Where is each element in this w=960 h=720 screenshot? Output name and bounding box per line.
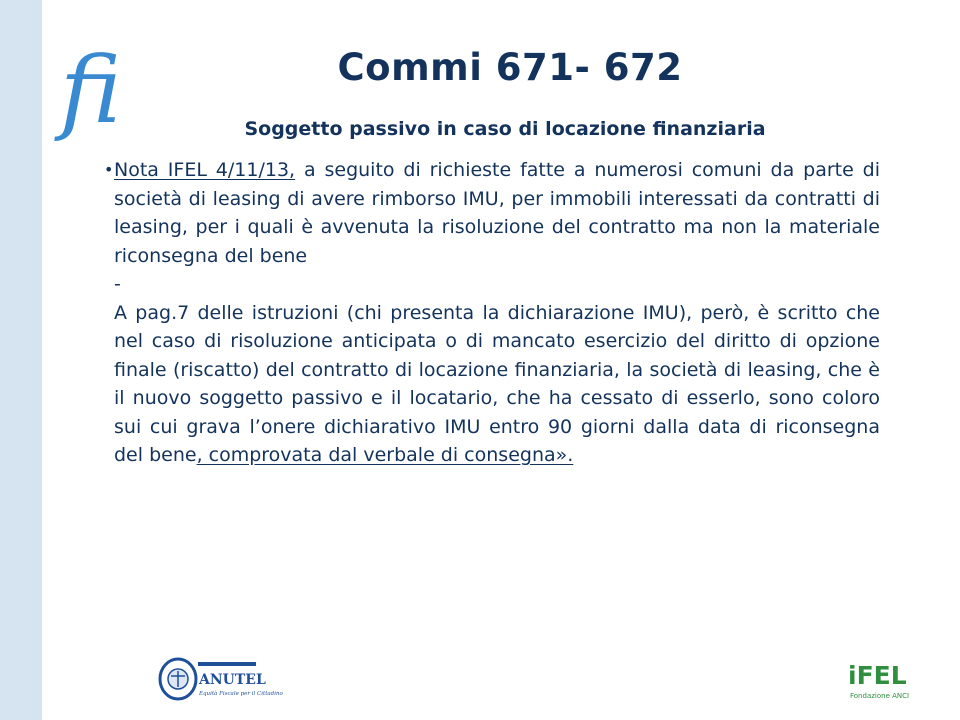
ifel-logo <box>846 654 908 704</box>
anutel-logo <box>158 656 283 702</box>
fi-logo-icon <box>58 37 130 144</box>
paragraph-istruzioni <box>114 299 880 470</box>
bullet-dot: • <box>104 160 114 179</box>
slide-body <box>104 156 880 470</box>
anutel-brand-text: ANUTEL <box>199 672 266 688</box>
left-decorative-band <box>0 0 42 720</box>
ifel-tagline-text: Fondazione ANCI <box>850 692 910 700</box>
slide-subtitle: Soggetto passivo in caso di locazione finanziaria <box>244 118 766 140</box>
anutel-top-band <box>198 662 256 666</box>
paragraph-2-underlined: , comprovata dal verbale di consegna». <box>196 444 574 466</box>
dash-separator: - <box>114 273 121 295</box>
ifel-brand-text: iFEL <box>848 661 907 690</box>
slide-title: Commi 671- 672 <box>337 46 683 89</box>
anutel-tagline-text: Equità Fiscale per il Cittadino <box>199 691 283 697</box>
paragraph-nota-ifel <box>114 156 880 270</box>
paragraph-1-text: a seguito di richieste fatte a numerosi comuni da parte di società di leasing di avere rimborso IMU, per immobili interessati da contratti di leasing, per i quali è avvenuta la risoluzione del contratto ma non la materiale riconsegna del bene <box>114 159 880 267</box>
nota-ifel-link: Nota IFEL 4/11/13, <box>114 159 296 181</box>
fi-logo-letters: fi <box>60 37 122 144</box>
paragraph-2-text: A pag.7 delle istruzioni (chi presenta la dichiarazione IMU), però, è scritto che nel caso di risoluzione anticipata o di mancato esercizio del diritto di opzione finale (riscatto) del contratto di locazione finanziaria, la società di leasing, che è il nuovo soggetto passivo e il locatario, che ha cessato di esserlo, sono coloro sui cui grava l’onere dichiarativo IMU entro 90 giorni dalla data di riconsegna del bene <box>114 301 880 466</box>
